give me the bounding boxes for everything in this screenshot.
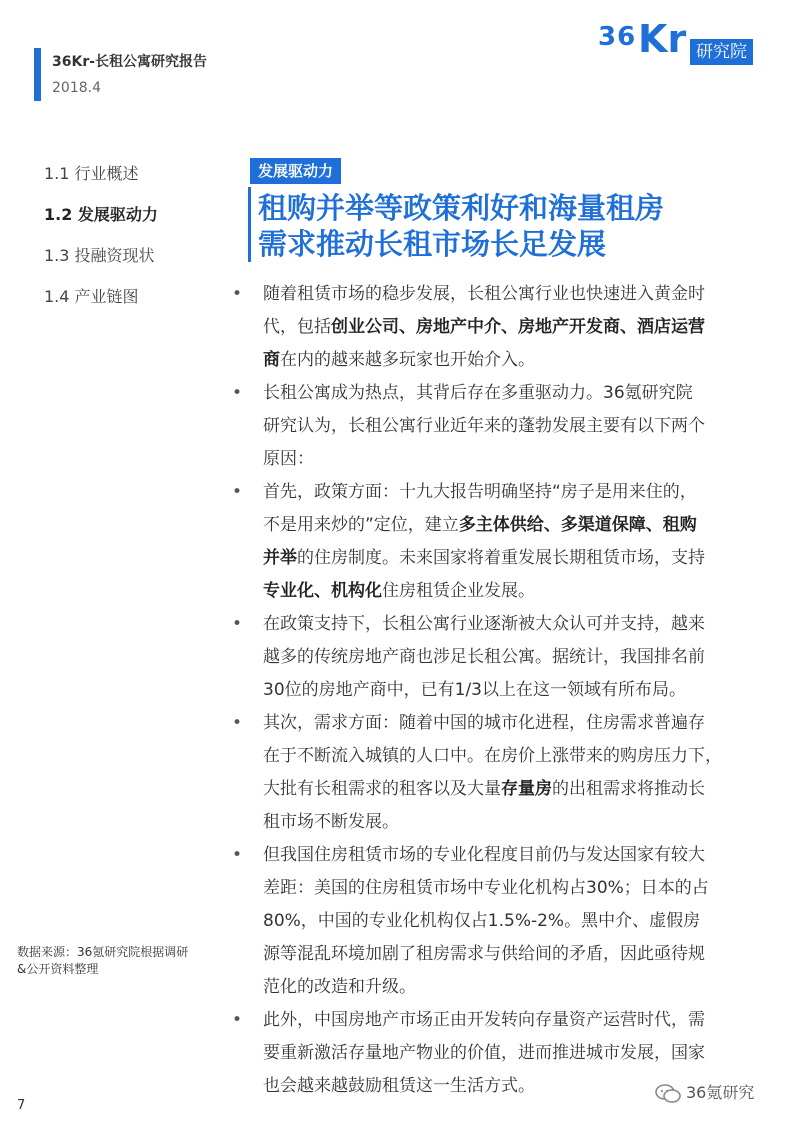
bullet-line (263, 938, 752, 971)
bullet-emphasis: 并举 (263, 548, 297, 568)
bullet-line (263, 740, 752, 773)
source-note: 数据来源：36氪研究院根据调研&公开资料整理 (17, 945, 189, 976)
bullet-text: 的出租需求将推动长 (552, 779, 705, 799)
bullet-item (232, 707, 752, 839)
report-date: 2018.4 (52, 80, 101, 96)
bullet-dot: • (232, 713, 243, 733)
wechat-icon (654, 1083, 682, 1105)
page-headline (258, 190, 664, 262)
bullet-text: 租市场不断发展。 (263, 812, 399, 832)
bullet-item (232, 377, 752, 476)
bullet-dot: • (232, 482, 243, 502)
headline-line-2: 需求推动长租市场长足发展 (258, 227, 607, 261)
bullet-text: 大批有长租需求的租客以及大量 (263, 779, 501, 799)
bullet-line (263, 971, 752, 1004)
bullet-line (263, 674, 752, 707)
bullet-line (263, 1037, 752, 1070)
bullet-text: 在政策支持下，长租公寓行业逐渐被大众认可并支持，越来 (263, 614, 705, 634)
bullet-text: 随着租赁市场的稳步发展，长租公寓行业也快速进入黄金时 (263, 284, 705, 304)
bullet-text: 差距：美国的住房租赁市场中专业化机构占30%；日本的占 (263, 878, 709, 898)
bullet-text: 长租公寓成为热点，其背后存在多重驱动力。36氪研究院 (263, 383, 693, 403)
logo-tag: 研究院 (690, 39, 753, 65)
bullet-text: 代，包括 (263, 317, 331, 337)
bullet-line (263, 872, 752, 905)
watermark-text: 36氪研究 (686, 1083, 755, 1102)
bullet-text: 的住房制度。未来国家将着重发展长期租赁市场，支持 (297, 548, 705, 568)
logo-36: 36 (598, 22, 637, 52)
bullet-item (232, 839, 752, 1004)
bullet-text: 研究认为，长租公寓行业近年来的蓬勃发展主要有以下两个 (263, 416, 705, 436)
bullet-line (263, 839, 752, 872)
bullet-text: 要重新激活存量地产物业的价值，进而推进城市发展，国家 (263, 1043, 705, 1063)
bullet-emphasis: 创业公司、房地产中介、房地产开发商、酒店运营 (331, 317, 705, 337)
bullet-line (263, 311, 752, 344)
bullet-line (263, 773, 752, 806)
wechat-watermark (654, 1080, 754, 1105)
header-accent-bar (34, 48, 41, 101)
bullet-dot: • (232, 284, 243, 304)
bullet-dot: • (232, 1010, 243, 1030)
bullet-dot: • (232, 845, 243, 865)
toc-item-1-1[interactable]: 1.1 行业概述 (44, 164, 139, 183)
toc-item-1-4[interactable]: 1.4 产业链图 (44, 287, 139, 306)
bullet-emphasis: 多主体供给、多渠道保障、租购 (458, 515, 697, 535)
section-accent-line (248, 187, 251, 262)
36kr-research-logo (598, 17, 774, 70)
bullet-line (263, 377, 752, 410)
bullet-line (263, 410, 752, 443)
bullet-dot: • (232, 614, 243, 634)
bullet-line (263, 509, 752, 542)
bullet-line (263, 641, 752, 674)
bullet-text: 范化的改造和升级。 (263, 977, 416, 997)
bullet-emphasis: 商 (263, 350, 280, 370)
bullet-line (263, 707, 752, 740)
bullet-line (263, 542, 752, 575)
bullet-text: 30位的房地产商中，已有1/3以上在这一领域有所布局。 (263, 680, 686, 700)
bullet-line (263, 575, 752, 608)
bullet-line (263, 1004, 752, 1037)
section-tag: 发展驱动力 (250, 158, 341, 184)
toc-item-1-2[interactable]: 1.2 发展驱动力 (44, 205, 158, 224)
bullet-text: 不是用来炒的”定位，建立 (263, 515, 459, 535)
bullet-text: 源等混乱环境加剧了租房需求与供给间的矛盾，因此亟待规 (263, 944, 705, 964)
bullet-item (232, 476, 752, 608)
bullet-item (232, 278, 752, 377)
headline-line-1: 租购并举等政策利好和海量租房 (258, 191, 665, 225)
bullet-text: 越多的传统房地产商也涉足长租公寓。据统计，我国排名前 (263, 647, 705, 667)
bullet-text: 首先，政策方面：十九大报告明确坚持“房子是用来住的， (263, 482, 697, 502)
bullet-list (232, 278, 755, 1103)
bullet-text: 也会越来越鼓励租赁这一生活方式。 (263, 1076, 535, 1096)
bullet-line (263, 608, 752, 641)
logo-kr: Kr (638, 17, 687, 61)
toc-item-1-3[interactable]: 1.3 投融资现状 (44, 246, 155, 265)
bullet-line (263, 476, 752, 509)
bullet-dot: • (232, 383, 243, 403)
bullet-text: 80%，中国的专业化机构仅占1.5%-2%。黑中介、虚假房 (263, 911, 701, 931)
page-number: 7 (17, 1098, 26, 1113)
bullet-text: 但我国住房租赁市场的专业化程度目前仍与发达国家有较大 (263, 845, 705, 865)
bullet-emphasis: 存量房 (501, 779, 552, 799)
bullet-line (263, 806, 752, 839)
bullet-line (263, 278, 752, 311)
bullet-text: 其次，需求方面：随着中国的城市化进程，住房需求普遍存 (263, 713, 705, 733)
report-title: 36Kr-长租公寓研究报告 (52, 54, 208, 70)
bullet-item (232, 608, 752, 707)
bullet-line (263, 443, 752, 476)
bullet-emphasis: 专业化、机构化 (263, 581, 382, 601)
bullet-text: 原因： (263, 449, 314, 469)
bullet-text: 在内的越来越多玩家也开始介入。 (280, 350, 535, 370)
bullet-line (263, 905, 752, 938)
bullet-text: 此外，中国房地产市场正由开发转向存量资产运营时代，需 (263, 1010, 705, 1030)
bullet-line (263, 344, 752, 377)
bullet-text: 住房租赁企业发展。 (382, 581, 535, 601)
bullet-text: 在于不断流入城镇的人口中。在房价上涨带来的购房压力下， (263, 746, 722, 766)
table-of-contents (44, 163, 158, 327)
